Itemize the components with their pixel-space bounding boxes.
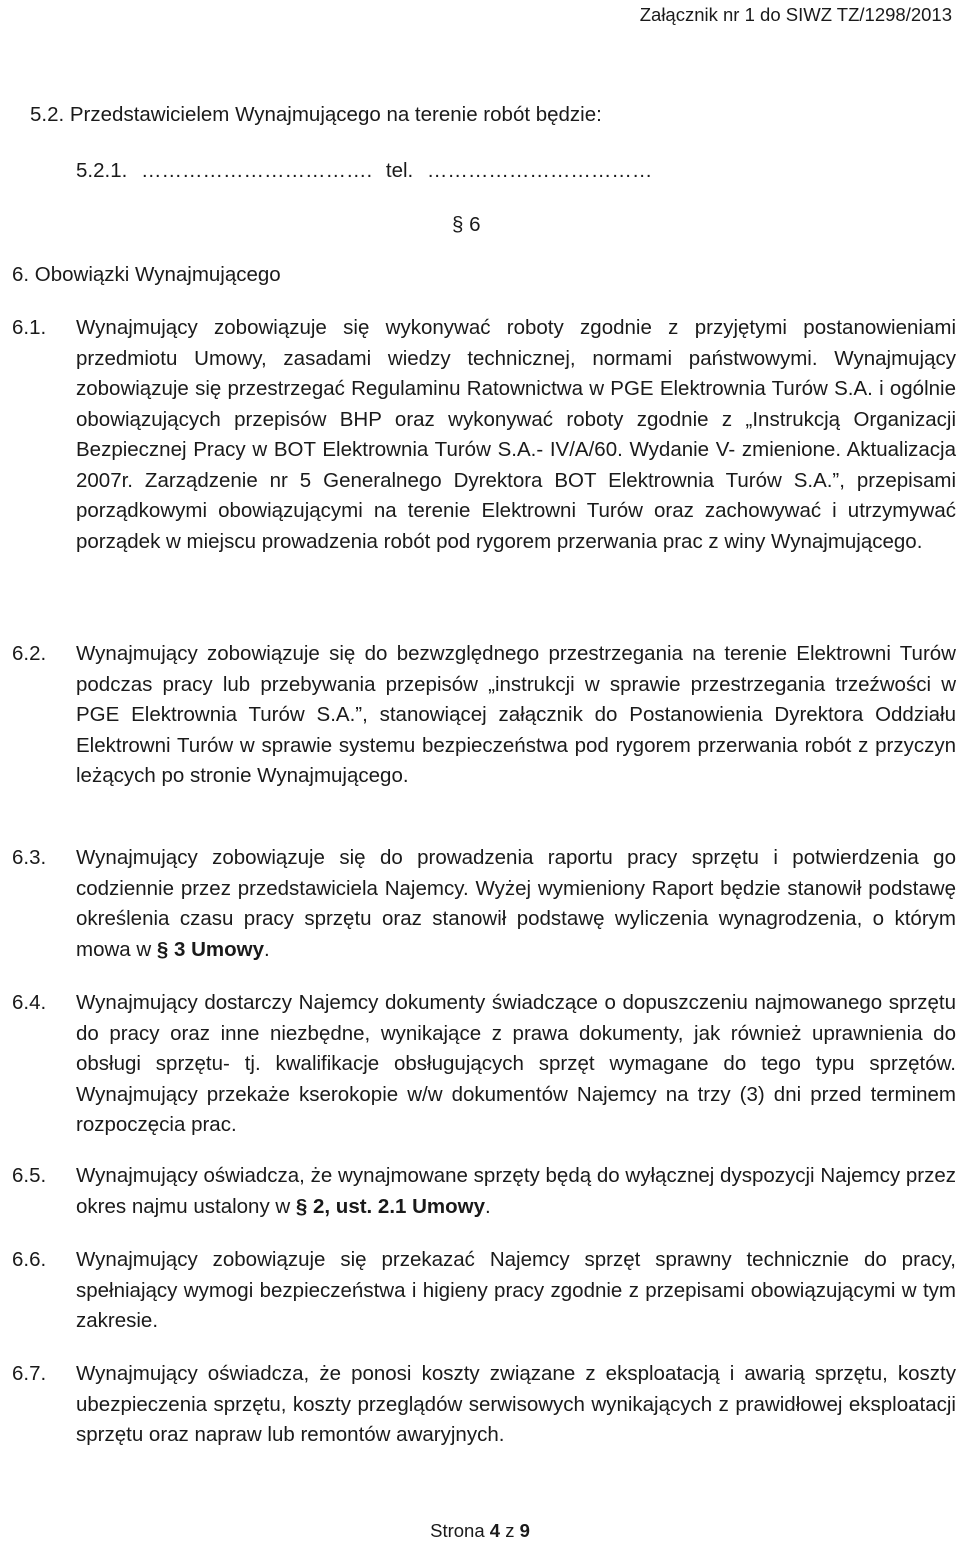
- page-header: Załącznik nr 1 do SIWZ TZ/1298/2013: [639, 4, 952, 25]
- umowa-reference: § 2, ust. 2.1 Umowy: [295, 1194, 486, 1218]
- page-footer: Strona 4 z 9: [430, 1520, 530, 1541]
- item-text: Wynajmujący zobowiązuje się przekazać Najemcy sprzęt sprawny technicznie do pracy, spełniający wymogi bezpieczeństwa i higieny pracy zgodnie z przepisami obowiązującymi w tym zakresie.: [76, 1248, 956, 1332]
- total-pages: 9: [519, 1520, 530, 1541]
- item-number: 6.7.: [12, 1362, 47, 1385]
- item-text: Wynajmujący zobowiązuje się wykonywać roboty zgodnie z przyjętymi postanowieniami przedmiotu Umowy, zasadami wiedzy technicznej, normami państwowymi. Wynajmujący zobowiązuje się przestrzegać Regulaminu Ratownictwa w PGE Elektrownia Turów S.A. i ogólnie obowiązujących przepisów BHP oraz wykonywać roboty zgodnie z „Instrukcją Organizacji Bezpiecznej Pracy w BOT Elektrownia Turów S.A.- IV/A/60. Wydanie V- zmienione. Aktualizacja 2007r. Zarządzenie nr 5 Generalnego Dyrektora BOT Elektrownia Turów S.A.”, przepisami porządkowymi obowiązującymi na terenie Elektrowni Turów oraz zachowywać i utrzymywać porządek w miejscu prowadzenia robót pod rygorem przerwania prac z winy Wynajmującego.: [76, 316, 956, 553]
- item-text: Wynajmujący dostarczy Najemcy dokumenty świadczące o dopuszczeniu najmowanego sprzętu do pracy oraz inne niezbędne, wynikające z prawa dokumenty, jak również uprawnienia do obsługi sprzętu- tj. kwalifikacje obsługujących sprzęt wymagane do tego typu sprzętów. Wynajmujący przekaże kserokopie w/w dokumentów Najemcy na trzy (3) dni przed terminem rozpoczęcia prac.: [76, 991, 956, 1136]
- section-6-heading: 6. Obowiązki Wynajmującego: [12, 263, 281, 286]
- item-number: 6.2.: [12, 642, 47, 665]
- section-5-2-heading: 5.2. Przedstawicielem Wynajmującego na terenie robót będzie:: [30, 103, 602, 126]
- item-number: 6.5.: [12, 1164, 47, 1187]
- item-text: Wynajmujący zobowiązuje się do bezwzględnego przestrzegania na terenie Elektrowni Turów podczas pracy lub przebywania przepisów „instrukcji w sprawie przestrzegania trzeźwości w PGE Elektrownia Turów S.A.”, stanowiącej załącznik do Postanowienia Dyrektora Oddziału Elektrowni Turów w sprawie systemu bezpieczeństwa pod rygorem przerwania robót z przyczyn leżących po stronie Wynajmującego.: [76, 642, 956, 787]
- item-text: Wynajmujący oświadcza, że ponosi koszty związane z eksploatacją i awarią sprzętu, koszty ubezpieczenia sprzętu, koszty przeglądów serwisowych wynikających z prawidłowej eksploatacji sprzętu oraz napraw lub remontów awaryjnych.: [76, 1362, 956, 1446]
- representative-line: 5.2.1. ……………………………. tel. ……………………………: [76, 159, 653, 182]
- umowa-reference: § 3 Umowy: [156, 937, 264, 961]
- item-number: 6.1.: [12, 316, 47, 339]
- section-marker: § 6: [452, 213, 481, 236]
- item-text: Wynajmujący zobowiązuje się do prowadzenia raportu pracy sprzętu i potwierdzenia go codziennie przez przedstawiciela Najemcy. Wyżej wymieniony Raport będzie stanowił podstawę określenia czasu pracy sprzętu oraz stanowił podstawę wyliczenia wynagrodzenia, o którym mowa w § 3 Umowy.: [76, 846, 956, 961]
- item-number: 6.3.: [12, 846, 47, 869]
- item-text: Wynajmujący oświadcza, że wynajmowane sprzęty będą do wyłącznej dyspozycji Najemcy przez okres najmu ustalony w § 2, ust. 2.1 Umowy.: [76, 1164, 956, 1218]
- item-number: 6.4.: [12, 991, 47, 1014]
- current-page: 4: [489, 1520, 501, 1541]
- item-number: 6.6.: [12, 1248, 47, 1271]
